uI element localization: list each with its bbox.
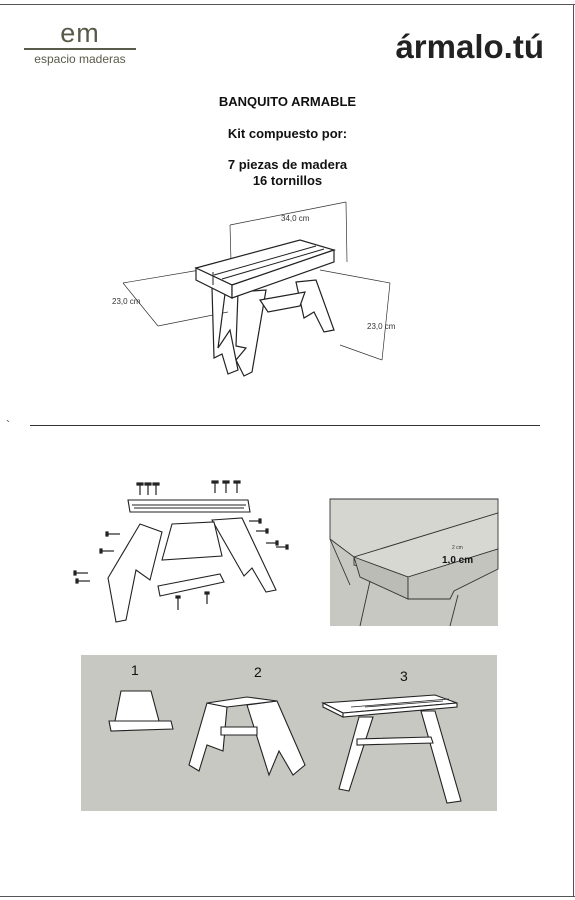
logo-mark: em (60, 18, 100, 48)
dim-height-label: 23,0 cm (367, 322, 396, 331)
kit-item-pieces: 7 piezas de madera (227, 157, 348, 172)
step-number-1: 1 (131, 662, 139, 678)
detail-thickness-label: 1,0 cm (442, 555, 474, 566)
logo-text: espacio maderas (34, 52, 126, 66)
step-number-3: 3 (400, 668, 408, 684)
assembly-steps-drawing (81, 655, 497, 811)
frame-bottom-border (0, 896, 575, 897)
divider-mark: ` (6, 418, 10, 432)
dim-depth-label: 23,0 cm (112, 297, 141, 306)
brand-name: ármalo.tú (395, 28, 544, 65)
detail-small-label: 2 cm (452, 545, 463, 551)
product-name: BANQUITO ARMABLE (218, 94, 357, 109)
kit-item-screws: 16 tornillos (252, 173, 323, 188)
step-number-2: 2 (254, 664, 262, 680)
kit-heading: Kit compuesto por: (227, 126, 348, 141)
detail-closeup-drawing (330, 499, 498, 626)
dim-width-label: 34,0 cm (281, 214, 310, 223)
